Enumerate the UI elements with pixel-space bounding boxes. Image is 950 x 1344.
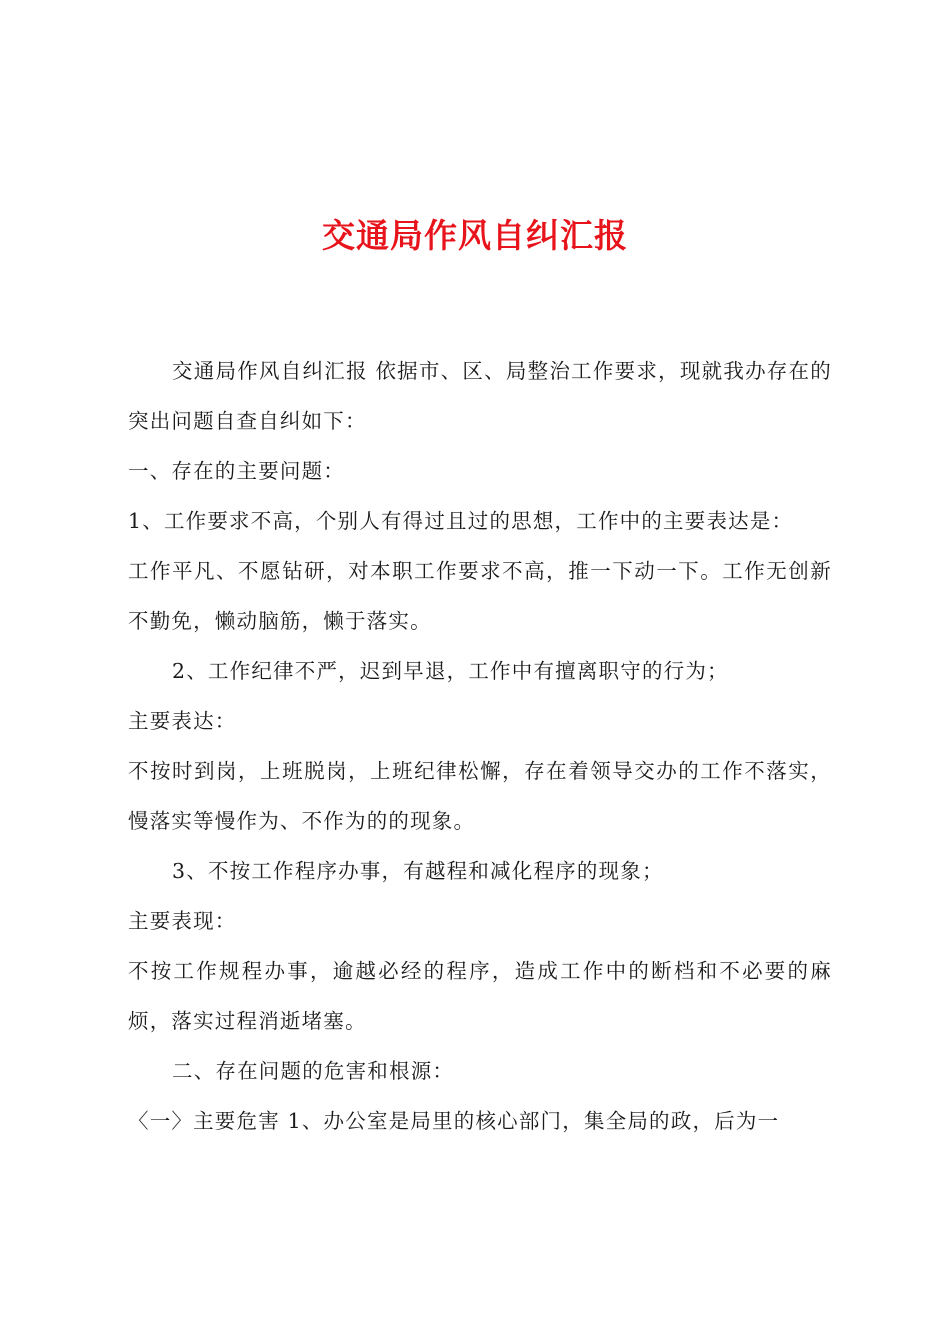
problem-item-2: 2、工作纪律不严，迟到早退，工作中有擅离职守的行为； bbox=[172, 659, 729, 683]
document-body bbox=[128, 346, 832, 1146]
section-heading-problems: 一、存在的主要问题： bbox=[128, 459, 345, 483]
section-heading-harms: 二、存在问题的危害和根源： bbox=[172, 1059, 455, 1083]
problem-item-3: 3、不按工作程序办事，有越程和减化程序的现象； bbox=[172, 859, 664, 883]
problem-item-2-label: 主要表达： bbox=[128, 709, 237, 733]
intro-paragraph: 交通局作风自纠汇报 依据市、区、局整治工作要求，现就我办存在的突出问题自查自纠如下： bbox=[128, 359, 832, 433]
problem-item-1-detail: 工作平凡、不愿钻研，对本职工作要求不高，推一下动一下。工作无创新不勤免，懒动脑筋，懒于落实。 bbox=[128, 559, 832, 633]
harms-paragraph: 〈一〉主要危害 1、办公室是局里的核心部门，集全局的政，后为一 bbox=[128, 1109, 780, 1133]
problem-item-1: 1、工作要求不高，个别人有得过且过的思想，工作中的主要表达是： bbox=[128, 509, 794, 533]
problem-item-3-label: 主要表现： bbox=[128, 909, 237, 933]
problem-item-2-detail: 不按时到岗，上班脱岗，上班纪律松懈，存在着领导交办的工作不落实，慢落实等慢作为、不作为的的现象。 bbox=[128, 759, 832, 833]
problem-item-3-detail: 不按工作规程办事，逾越必经的程序，造成工作中的断档和不必要的麻烦，落实过程消逝堵塞。 bbox=[128, 959, 832, 1033]
document-title: 交通局作风自纠汇报 bbox=[322, 216, 628, 255]
